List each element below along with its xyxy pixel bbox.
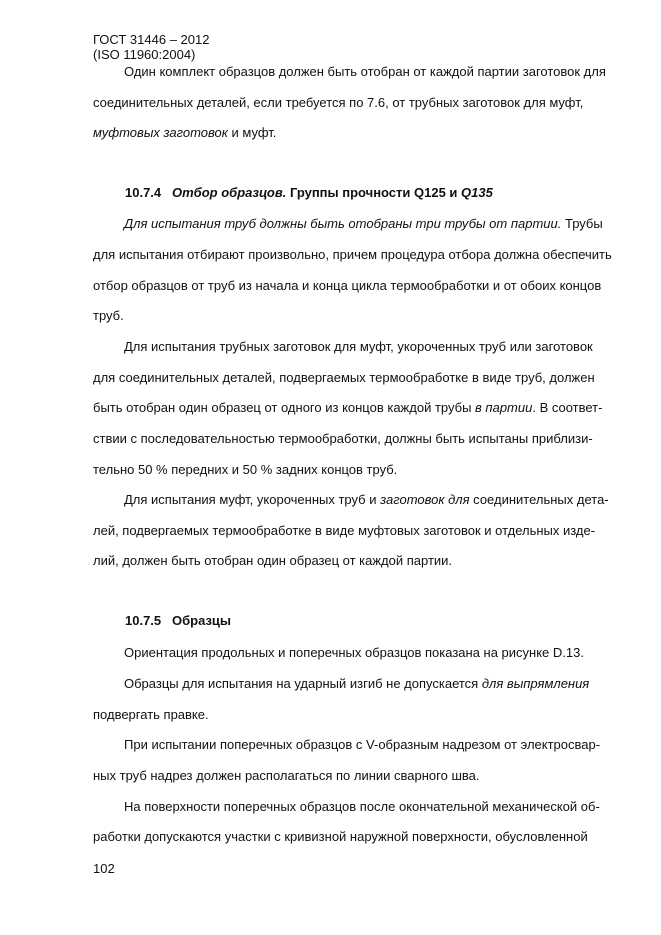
standard-designation: ГОСТ 31446 – 2012	[93, 32, 210, 47]
para1-line1: Один комплект образцов должен быть отобран от каждой партии заготовок для	[124, 64, 606, 79]
para1-italic: муфтовых заготовок	[93, 125, 228, 140]
para3-line5: тельно 50 % передних и 50 % задних концов труб.	[93, 462, 398, 477]
para4-line1	[124, 492, 609, 508]
para1-rest: и муфт.	[227, 125, 277, 140]
section-10-7-5-heading	[125, 613, 231, 629]
para3-line3	[93, 400, 602, 416]
para4-line2: лей, подвергаемых термообработке в виде муфтовых заготовок и отдельных изде-	[93, 523, 596, 538]
para8-line2: работки допускаются участки с кривизной наружной поверхности, обусловленной	[93, 829, 588, 844]
para3-rest: . В соответ-	[532, 400, 603, 415]
para2-line1	[124, 216, 603, 232]
para3-line2: для соединительных деталей, подвергаемых термообработке в виде труб, должен	[93, 370, 595, 385]
para3-line1: Для испытания трубных заготовок для муфт, укороченных труб или заготовок	[124, 339, 593, 354]
para3-start: быть отобран один образец от одного из концов каждой трубы	[93, 400, 476, 415]
iso-designation: (ISO 11960:2004)	[93, 47, 196, 62]
para7-line2: ных труб надрез должен располагаться по линии сварного шва.	[93, 768, 480, 783]
section-title: Группы прочности Q125 и	[286, 185, 462, 200]
para4-start: Для испытания муфт, укороченных труб и	[124, 492, 381, 507]
section-title-tail: Q135	[461, 185, 493, 200]
section-number: 10.7.4	[125, 185, 162, 200]
section-10-7-4-heading	[125, 185, 493, 201]
para2-line2: для испытания отбирают произвольно, причем процедура отбора должна обеспечить	[93, 247, 612, 262]
para6-line2: подвергать правке.	[93, 707, 209, 722]
para2-line4: труб.	[93, 308, 124, 323]
section-title: Образцы	[172, 613, 232, 628]
para1-line2: соединительных деталей, если требуется по 7.6, от трубных заготовок для муфт,	[93, 95, 584, 110]
page-number: 102	[93, 861, 115, 876]
para6-italic: для выпрямления	[481, 676, 590, 691]
para6-start: Образцы для испытания на ударный изгиб не допускается	[124, 676, 482, 691]
para4-line3: лий, должен быть отобран один образец от каждой партии.	[93, 553, 453, 568]
para1-line3	[93, 125, 276, 141]
para6-line1	[124, 676, 589, 692]
section-number: 10.7.5	[125, 613, 162, 628]
para7-line1: При испытании поперечных образцов с V-образным надрезом от электросвар-	[124, 737, 601, 752]
para3-line4: ствии с последовательностью термообработки, должны быть испытаны приблизи-	[93, 431, 593, 446]
para2-line3: отбор образцов от труб из начала и конца цикла термообработки и от обоих концов	[93, 278, 602, 293]
para4-italic: заготовок для	[380, 492, 470, 507]
para3-italic: в партии	[475, 400, 533, 415]
para5-line1: Ориентация продольных и поперечных образцов показана на рисунке D.13.	[124, 645, 584, 660]
para2-rest: Трубы	[561, 216, 603, 231]
para2-italic: Для испытания труб должны быть отобраны три трубы от партии.	[124, 216, 562, 231]
para8-line1: На поверхности поперечных образцов после окончательной механической об-	[124, 799, 600, 814]
para4-rest: соединительных дета-	[469, 492, 609, 507]
section-title-italic: Отбор образцов.	[172, 185, 287, 200]
